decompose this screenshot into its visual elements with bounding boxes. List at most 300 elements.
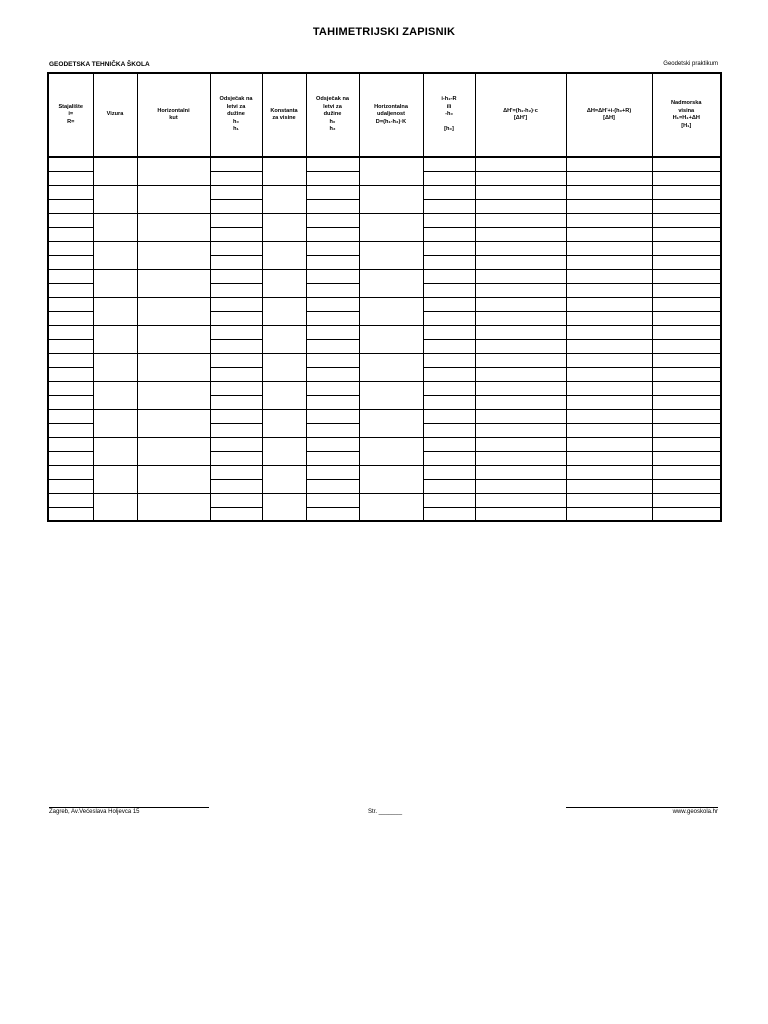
- table-row: [48, 465, 721, 479]
- table-cell[interactable]: [306, 339, 359, 353]
- table-cell[interactable]: [306, 311, 359, 325]
- table-cell[interactable]: [652, 227, 721, 241]
- table-cell[interactable]: [566, 479, 652, 493]
- table-cell[interactable]: [652, 395, 721, 409]
- table-cell[interactable]: [423, 437, 475, 451]
- table-cell[interactable]: [652, 479, 721, 493]
- table-cell[interactable]: [262, 185, 306, 213]
- table-cell[interactable]: [475, 409, 566, 423]
- table-cell[interactable]: [262, 409, 306, 437]
- table-cell[interactable]: [423, 199, 475, 213]
- table-cell[interactable]: [210, 227, 262, 241]
- table-cell[interactable]: [306, 185, 359, 199]
- table-row: [48, 353, 721, 367]
- table-cell[interactable]: [475, 255, 566, 269]
- column-header: [48, 73, 93, 157]
- table-cell[interactable]: [210, 199, 262, 213]
- table-cell[interactable]: [48, 241, 93, 255]
- table-cell[interactable]: [262, 269, 306, 297]
- table-cell[interactable]: [48, 297, 93, 311]
- table-cell[interactable]: [48, 479, 93, 493]
- footer-address: Zagreb, Av.Većeslava Holjevca 15: [49, 809, 140, 815]
- column-header-line: Vizura: [106, 111, 124, 118]
- table-cell[interactable]: [359, 185, 423, 213]
- table-cell[interactable]: [48, 381, 93, 395]
- table-cell[interactable]: [48, 213, 93, 227]
- table-cell[interactable]: [137, 269, 210, 297]
- table-cell[interactable]: [359, 437, 423, 465]
- table-cell[interactable]: [210, 269, 262, 283]
- table-cell[interactable]: [93, 353, 137, 381]
- table-cell[interactable]: [652, 339, 721, 353]
- survey-table: [47, 72, 722, 522]
- table-cell[interactable]: [137, 241, 210, 269]
- table-cell[interactable]: [262, 157, 306, 185]
- column-header-line: h₀: [329, 118, 336, 125]
- column-header: [475, 73, 566, 157]
- table-cell[interactable]: [566, 241, 652, 255]
- table-cell[interactable]: [210, 185, 262, 199]
- table-cell[interactable]: [359, 493, 423, 521]
- table-cell[interactable]: [652, 325, 721, 339]
- table-cell[interactable]: [210, 241, 262, 255]
- column-header-line: ΔH'=(h₁-h₂)·c: [503, 107, 538, 114]
- table-cell[interactable]: [137, 185, 210, 213]
- table-cell[interactable]: [652, 171, 721, 185]
- column-header-line: dužine: [323, 111, 342, 118]
- table-cell[interactable]: [566, 409, 652, 423]
- table-cell[interactable]: [262, 213, 306, 241]
- table-row: [48, 381, 721, 395]
- table-cell[interactable]: [48, 171, 93, 185]
- table-cell[interactable]: [48, 227, 93, 241]
- column-header-line: Konstanta: [270, 107, 298, 114]
- table-cell[interactable]: [566, 423, 652, 437]
- table-cell[interactable]: [306, 171, 359, 185]
- table-cell[interactable]: [210, 395, 262, 409]
- column-header-line: [h₀]: [444, 126, 454, 133]
- table-cell[interactable]: [566, 465, 652, 479]
- table-cell[interactable]: [475, 283, 566, 297]
- table-cell[interactable]: [652, 199, 721, 213]
- table-cell[interactable]: [475, 465, 566, 479]
- table-cell[interactable]: [262, 465, 306, 493]
- table-cell[interactable]: [93, 325, 137, 353]
- table-cell[interactable]: [566, 437, 652, 451]
- table-cell[interactable]: [359, 269, 423, 297]
- footer-page-number: Str. _______: [368, 809, 403, 815]
- table-cell[interactable]: [306, 409, 359, 423]
- table-cell[interactable]: [566, 395, 652, 409]
- table-cell[interactable]: [423, 255, 475, 269]
- column-header-line: -h₀: [445, 111, 453, 118]
- footer-website: www.geoskola.hr: [672, 809, 718, 815]
- table-cell[interactable]: [423, 395, 475, 409]
- table-cell[interactable]: [93, 157, 137, 185]
- table-cell[interactable]: [306, 227, 359, 241]
- column-header-line: [H₁]: [681, 122, 692, 129]
- table-cell[interactable]: [566, 255, 652, 269]
- table-cell[interactable]: [566, 381, 652, 395]
- table-cell[interactable]: [262, 241, 306, 269]
- table-cell[interactable]: [566, 325, 652, 339]
- column-header: [423, 73, 475, 157]
- table-cell[interactable]: [423, 493, 475, 507]
- column-header: [359, 73, 423, 157]
- table-cell[interactable]: [566, 311, 652, 325]
- table-row: [48, 185, 721, 199]
- table-cell[interactable]: [48, 493, 93, 507]
- table-cell[interactable]: [262, 493, 306, 521]
- column-header-line: h₀: [233, 118, 239, 125]
- table-cell[interactable]: [306, 381, 359, 395]
- table-cell[interactable]: [475, 227, 566, 241]
- column-header-line: za visine: [272, 115, 296, 121]
- column-header-line: ili: [446, 103, 452, 110]
- table-cell[interactable]: [48, 255, 93, 269]
- table-cell[interactable]: [566, 213, 652, 227]
- table-cell[interactable]: [652, 493, 721, 507]
- table-cell[interactable]: [475, 423, 566, 437]
- table-cell[interactable]: [137, 353, 210, 381]
- table-cell[interactable]: [566, 269, 652, 283]
- table-cell[interactable]: [48, 283, 93, 297]
- table-cell[interactable]: [652, 423, 721, 437]
- table-cell[interactable]: [210, 437, 262, 451]
- table-cell[interactable]: [93, 213, 137, 241]
- table-cell[interactable]: [48, 409, 93, 423]
- table-cell[interactable]: [210, 465, 262, 479]
- table-cell[interactable]: [48, 157, 93, 171]
- table-cell[interactable]: [137, 409, 210, 437]
- table-cell[interactable]: [48, 353, 93, 367]
- table-cell[interactable]: [566, 451, 652, 465]
- table-cell[interactable]: [210, 479, 262, 493]
- table-cell[interactable]: [306, 479, 359, 493]
- table-cell[interactable]: [475, 507, 566, 521]
- table-cell[interactable]: [210, 423, 262, 437]
- table-cell[interactable]: [137, 493, 210, 521]
- table-cell[interactable]: [306, 493, 359, 507]
- table-cell[interactable]: [475, 367, 566, 381]
- table-cell[interactable]: [137, 213, 210, 241]
- table-cell[interactable]: [210, 493, 262, 507]
- column-header-line: ΔH=ΔH'+i-(h₀+R): [586, 107, 632, 114]
- table-cell[interactable]: [359, 465, 423, 493]
- table-cell[interactable]: [137, 157, 210, 185]
- table-cell[interactable]: [48, 395, 93, 409]
- column-header-line: Horizontalni: [157, 107, 190, 114]
- table-cell[interactable]: [306, 437, 359, 451]
- table-cell[interactable]: [566, 227, 652, 241]
- table-row: [48, 157, 721, 171]
- table-cell[interactable]: [566, 353, 652, 367]
- table-cell[interactable]: [652, 367, 721, 381]
- table-cell[interactable]: [359, 241, 423, 269]
- column-header: [93, 73, 137, 157]
- column-header-line: R=: [67, 118, 75, 125]
- table-cell[interactable]: [652, 269, 721, 283]
- table-cell[interactable]: [475, 325, 566, 339]
- table-cell[interactable]: [475, 185, 566, 199]
- table-row: [48, 437, 721, 451]
- table-cell[interactable]: [475, 269, 566, 283]
- column-header-line: [ΔH]: [603, 115, 615, 121]
- table-cell[interactable]: [262, 325, 306, 353]
- table-cell[interactable]: [93, 465, 137, 493]
- table-cell[interactable]: [423, 185, 475, 199]
- table-cell[interactable]: [652, 465, 721, 479]
- column-header-line: [ΔH']: [513, 115, 528, 121]
- table-cell[interactable]: [475, 493, 566, 507]
- table-cell[interactable]: [262, 381, 306, 409]
- table-cell[interactable]: [93, 241, 137, 269]
- footer-right-line: [566, 807, 718, 808]
- table-cell[interactable]: [475, 381, 566, 395]
- table-cell[interactable]: [566, 157, 652, 171]
- column-header-line: udaljenost: [377, 111, 405, 118]
- table-cell[interactable]: [423, 227, 475, 241]
- table-row: [48, 213, 721, 227]
- table-cell[interactable]: [423, 325, 475, 339]
- table-cell[interactable]: [652, 241, 721, 255]
- table-cell[interactable]: [306, 157, 359, 171]
- table-cell[interactable]: [210, 353, 262, 367]
- column-header-line: h₁: [233, 126, 239, 133]
- table-cell[interactable]: [210, 339, 262, 353]
- table-cell[interactable]: [306, 283, 359, 297]
- table-cell[interactable]: [48, 325, 93, 339]
- table-cell[interactable]: [652, 507, 721, 521]
- table-cell[interactable]: [475, 213, 566, 227]
- footer-left-line: [49, 807, 209, 808]
- table-cell[interactable]: [93, 185, 137, 213]
- table-cell[interactable]: [423, 381, 475, 395]
- column-header-line: D=(h₁-h₂)·K: [375, 118, 407, 125]
- column-header-line: i-h₂-R: [441, 96, 457, 103]
- table-cell[interactable]: [359, 297, 423, 325]
- table-row: [48, 493, 721, 507]
- table-cell[interactable]: [93, 297, 137, 325]
- table-cell[interactable]: [475, 451, 566, 465]
- table-cell[interactable]: [423, 353, 475, 367]
- table-cell[interactable]: [652, 409, 721, 423]
- table-cell[interactable]: [652, 255, 721, 269]
- table-cell[interactable]: [359, 381, 423, 409]
- table-cell[interactable]: [262, 437, 306, 465]
- table-cell[interactable]: [652, 283, 721, 297]
- table-cell[interactable]: [423, 157, 475, 171]
- table-cell[interactable]: [93, 493, 137, 521]
- table-cell[interactable]: [652, 437, 721, 451]
- table-cell[interactable]: [210, 213, 262, 227]
- table-cell[interactable]: [48, 507, 93, 521]
- table-cell[interactable]: [210, 157, 262, 171]
- table-row: [48, 241, 721, 255]
- table-cell[interactable]: [48, 185, 93, 199]
- column-header: [262, 73, 306, 157]
- column-header: [566, 73, 652, 157]
- table-cell[interactable]: [475, 311, 566, 325]
- table-cell[interactable]: [48, 311, 93, 325]
- table-cell[interactable]: [210, 311, 262, 325]
- column-header-line: Odsječak na: [219, 96, 253, 103]
- table-cell[interactable]: [48, 451, 93, 465]
- table-cell[interactable]: [210, 255, 262, 269]
- table-cell[interactable]: [652, 353, 721, 367]
- table-cell[interactable]: [306, 255, 359, 269]
- table-cell[interactable]: [652, 381, 721, 395]
- table-cell[interactable]: [359, 409, 423, 437]
- table-cell[interactable]: [423, 367, 475, 381]
- column-header-line: letvi za: [323, 103, 342, 110]
- table-cell[interactable]: [423, 269, 475, 283]
- table-row: [48, 297, 721, 311]
- table-cell[interactable]: [210, 451, 262, 465]
- table-cell[interactable]: [306, 507, 359, 521]
- subject-name: Geodetski praktikum: [663, 61, 718, 67]
- table-cell[interactable]: [475, 157, 566, 171]
- table-cell[interactable]: [137, 381, 210, 409]
- column-header: [306, 73, 359, 157]
- table-cell[interactable]: [475, 339, 566, 353]
- table-cell[interactable]: [93, 409, 137, 437]
- table-row: [48, 409, 721, 423]
- table-cell[interactable]: [475, 241, 566, 255]
- table-cell[interactable]: [475, 353, 566, 367]
- column-header-line: Horizontalna: [374, 103, 408, 110]
- table-cell[interactable]: [306, 353, 359, 367]
- table-cell[interactable]: [423, 479, 475, 493]
- table-cell[interactable]: [423, 339, 475, 353]
- column-header: [137, 73, 210, 157]
- table-cell[interactable]: [306, 367, 359, 381]
- column-header-line: H₁=H₁+ΔH: [672, 115, 700, 121]
- table-cell[interactable]: [566, 339, 652, 353]
- table-cell[interactable]: [137, 465, 210, 493]
- table-cell[interactable]: [423, 311, 475, 325]
- table-cell[interactable]: [652, 451, 721, 465]
- table-cell[interactable]: [137, 325, 210, 353]
- table-cell[interactable]: [475, 297, 566, 311]
- table-cell[interactable]: [652, 185, 721, 199]
- table-cell[interactable]: [475, 437, 566, 451]
- column-header-line: Odsječak na: [316, 96, 349, 103]
- table-cell[interactable]: [306, 213, 359, 227]
- table-cell[interactable]: [475, 479, 566, 493]
- table-cell[interactable]: [262, 353, 306, 381]
- table-cell[interactable]: [210, 367, 262, 381]
- column-header-line: Stajalište: [58, 103, 84, 110]
- table-cell[interactable]: [93, 269, 137, 297]
- table-cell[interactable]: [475, 199, 566, 213]
- table-cell[interactable]: [48, 269, 93, 283]
- table-cell[interactable]: [48, 199, 93, 213]
- table-cell[interactable]: [652, 311, 721, 325]
- table-cell[interactable]: [359, 213, 423, 241]
- document-title: TAHIMETRIJSKI ZAPISNIK: [312, 26, 456, 38]
- table-cell[interactable]: [423, 409, 475, 423]
- table-cell[interactable]: [48, 437, 93, 451]
- table-cell[interactable]: [359, 157, 423, 185]
- table-cell[interactable]: [423, 507, 475, 521]
- table-cell[interactable]: [137, 437, 210, 465]
- table-cell[interactable]: [306, 395, 359, 409]
- table-body: [48, 157, 721, 521]
- table-cell[interactable]: [262, 297, 306, 325]
- column-header-line: i=: [68, 111, 74, 118]
- table-cell[interactable]: [566, 367, 652, 381]
- table-cell[interactable]: [566, 507, 652, 521]
- table-cell[interactable]: [423, 171, 475, 185]
- table-cell[interactable]: [566, 185, 652, 199]
- table-cell[interactable]: [306, 325, 359, 339]
- table-cell[interactable]: [306, 241, 359, 255]
- table-cell[interactable]: [475, 171, 566, 185]
- table-cell[interactable]: [566, 493, 652, 507]
- table-cell[interactable]: [210, 325, 262, 339]
- column-header: [210, 73, 262, 157]
- school-name: GEODETSKA TEHNIČKA ŠKOLA: [49, 61, 150, 68]
- table-cell[interactable]: [652, 157, 721, 171]
- table-header-row: [48, 73, 721, 157]
- table-cell[interactable]: [48, 339, 93, 353]
- table-cell[interactable]: [210, 283, 262, 297]
- table-cell[interactable]: [210, 409, 262, 423]
- column-header: [652, 73, 721, 157]
- table-cell[interactable]: [306, 451, 359, 465]
- table-cell[interactable]: [566, 171, 652, 185]
- table-cell[interactable]: [566, 199, 652, 213]
- table-cell[interactable]: [306, 199, 359, 213]
- table-cell[interactable]: [652, 213, 721, 227]
- table-cell[interactable]: [210, 381, 262, 395]
- table-cell[interactable]: [423, 297, 475, 311]
- table-cell[interactable]: [423, 213, 475, 227]
- table-cell[interactable]: [210, 507, 262, 521]
- column-header-line: h₂: [329, 126, 336, 133]
- table-cell[interactable]: [48, 367, 93, 381]
- table-cell[interactable]: [566, 297, 652, 311]
- table-cell[interactable]: [306, 423, 359, 437]
- column-header-line: kut: [169, 115, 178, 121]
- table-cell[interactable]: [423, 451, 475, 465]
- column-header-line: letvi za: [226, 103, 246, 110]
- table-row: [48, 269, 721, 283]
- table-cell[interactable]: [48, 465, 93, 479]
- table-cell[interactable]: [359, 325, 423, 353]
- table-cell[interactable]: [423, 423, 475, 437]
- table-cell[interactable]: [137, 297, 210, 325]
- table-cell[interactable]: [423, 283, 475, 297]
- table-cell[interactable]: [423, 241, 475, 255]
- table-cell[interactable]: [48, 423, 93, 437]
- table-cell[interactable]: [475, 395, 566, 409]
- column-header-line: [424, 119, 475, 127]
- table-cell[interactable]: [306, 297, 359, 311]
- table-cell[interactable]: [93, 437, 137, 465]
- table-cell[interactable]: [210, 297, 262, 311]
- column-header-line: dužine: [227, 111, 245, 118]
- table-cell[interactable]: [210, 171, 262, 185]
- table-cell[interactable]: [652, 297, 721, 311]
- table-cell[interactable]: [306, 465, 359, 479]
- table-cell[interactable]: [359, 353, 423, 381]
- table-cell[interactable]: [93, 381, 137, 409]
- table-cell[interactable]: [566, 283, 652, 297]
- table-cell[interactable]: [306, 269, 359, 283]
- table-cell[interactable]: [423, 465, 475, 479]
